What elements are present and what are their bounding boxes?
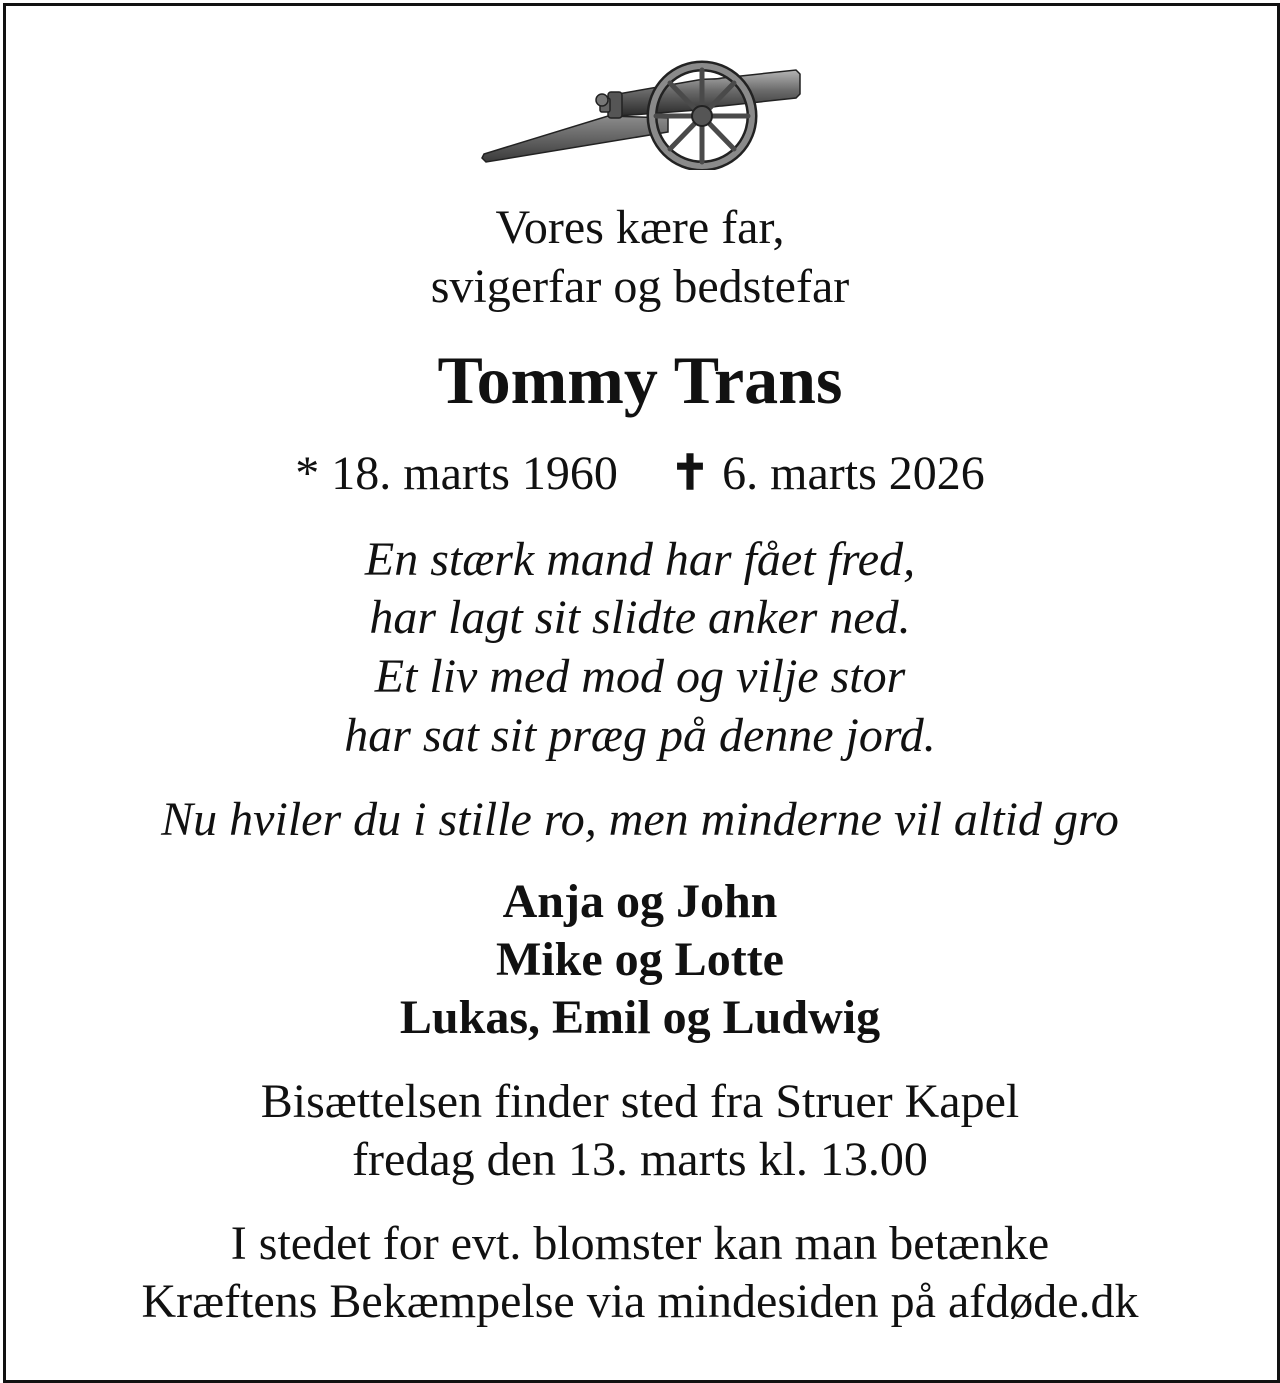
family-line-2: Mike og Lotte	[496, 933, 784, 986]
death-cross-icon: ✝	[669, 447, 711, 500]
poem-line-4: har sat sit præg på denne jord.	[344, 709, 936, 762]
poem-line-2: har lagt sit slidte anker ned.	[369, 591, 911, 644]
intro-line-1: Vores kære far,	[495, 201, 785, 254]
family-line-1: Anja og John	[502, 875, 778, 928]
funeral-line-1: Bisættelsen finder sted fra Struer Kapel	[260, 1075, 1020, 1128]
funeral-line-2: fredag den 13. marts kl. 13.00	[352, 1133, 928, 1186]
birth-date: 18. marts 1960	[331, 447, 618, 500]
poem-line-3: Et liv med mod og vilje stor	[374, 650, 906, 703]
birth-symbol: *	[295, 447, 320, 500]
motto: Nu hviler du i stille ro, men minderne vil altid gro	[161, 793, 1119, 846]
cannon-icon	[478, 58, 808, 170]
life-dates	[0, 447, 1280, 500]
death-date: 6. marts 2026	[722, 447, 985, 500]
deceased-name: Tommy Trans	[437, 342, 843, 418]
intro-line-2: svigerfar og bedstefar	[430, 260, 850, 313]
donation-line-2: Kræftens Bekæmpelse via mindesiden på afdøde.dk	[141, 1275, 1139, 1328]
poem-line-1: En stærk mand har fået fred,	[364, 533, 916, 586]
donation-line-1: I stedet for evt. blomster kan man betænke	[230, 1217, 1050, 1270]
family-line-3: Lukas, Emil og Ludwig	[399, 991, 881, 1044]
